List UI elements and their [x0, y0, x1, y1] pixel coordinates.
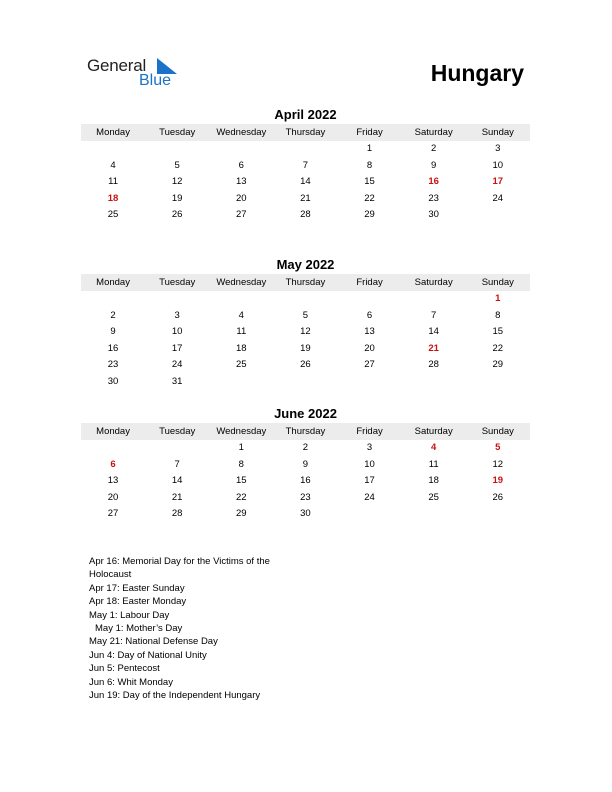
day-cell: 10 [492, 159, 504, 171]
day-cell [402, 374, 466, 391]
week-row [81, 341, 530, 358]
week-row [81, 207, 530, 224]
day-cell [338, 291, 402, 308]
month-title: June 2022 [274, 406, 337, 421]
weekday-header-row [81, 274, 530, 291]
week-row [81, 457, 530, 474]
day-cell: 14 [171, 475, 183, 487]
holiday-day-cell: 21 [428, 342, 439, 354]
day-cell: 8 [238, 458, 244, 470]
day-cell: 19 [300, 342, 311, 354]
week-row [81, 473, 530, 490]
month-calendar [81, 106, 530, 224]
day-cell: 12 [300, 326, 311, 338]
week-row [81, 440, 530, 457]
day-cell: 11 [108, 176, 118, 188]
holiday-day-cell: 6 [110, 458, 116, 470]
day-cell [81, 440, 145, 457]
day-cell: 24 [171, 359, 183, 371]
holiday-day-cell: 5 [495, 442, 501, 453]
weekday-header: Saturday [414, 277, 453, 288]
country-title: Hungary [430, 60, 524, 86]
day-cell: 23 [107, 359, 119, 371]
weekday-header: Friday [356, 127, 383, 138]
day-cell: 22 [492, 342, 504, 354]
weekday-header: Sunday [481, 426, 514, 437]
month-title: May 2022 [276, 257, 335, 272]
holiday-note: Apr 17: Easter Sunday [89, 582, 185, 594]
day-cell: 18 [236, 342, 247, 354]
holiday-notes [89, 555, 349, 702]
day-cell: 28 [171, 508, 183, 520]
day-cell: 22 [364, 192, 375, 204]
weekday-header: Sunday [481, 277, 514, 288]
day-cell: 4 [238, 309, 244, 321]
day-cell: 27 [107, 508, 119, 520]
week-row [81, 141, 530, 158]
day-cell: 27 [236, 209, 247, 221]
day-cell [402, 506, 466, 523]
holiday-note: Jun 6: Whit Monday [89, 676, 173, 688]
week-row [81, 158, 530, 175]
day-cell [145, 141, 209, 158]
day-cell [466, 506, 530, 523]
day-cell: 29 [364, 209, 375, 221]
day-cell: 10 [171, 326, 183, 338]
day-cell: 6 [238, 159, 244, 171]
day-cell: 30 [107, 375, 119, 387]
day-cell [402, 291, 466, 308]
day-cell: 2 [302, 442, 309, 453]
week-row [81, 490, 530, 507]
day-cell: 20 [236, 192, 247, 204]
day-cell: 8 [366, 159, 373, 171]
weekday-header-row [81, 124, 530, 141]
day-cell: 17 [364, 475, 375, 487]
day-cell: 9 [110, 326, 116, 338]
day-cell: 15 [236, 475, 247, 487]
weekday-header-row [81, 423, 530, 440]
day-cell [81, 141, 145, 158]
day-cell [338, 506, 402, 523]
holiday-note: Apr 16: Memorial Day for the Victims of the Holocaust [89, 556, 270, 581]
holiday-day-cell: 17 [492, 176, 504, 188]
day-cell: 26 [492, 491, 504, 503]
week-row [81, 291, 530, 308]
day-cell [466, 207, 530, 224]
day-cell: 21 [300, 192, 311, 204]
weekday-header: Wednesday [216, 426, 267, 437]
day-cell: 27 [364, 359, 375, 371]
day-cell: 5 [174, 159, 180, 171]
day-cell: 28 [300, 209, 311, 221]
day-cell [273, 291, 337, 308]
day-cell: 21 [171, 491, 183, 503]
day-cell [209, 141, 273, 158]
day-cell: 20 [107, 491, 119, 503]
day-cell: 9 [302, 458, 309, 470]
day-cell: 2 [110, 309, 116, 321]
day-cell: 3 [495, 143, 501, 154]
day-cell: 31 [171, 375, 183, 387]
day-cell: 2 [431, 143, 437, 154]
week-row [81, 506, 530, 523]
day-cell: 16 [300, 475, 311, 487]
day-cell: 18 [428, 475, 439, 487]
holiday-note: Apr 18: Easter Monday [89, 596, 187, 608]
day-cell: 13 [107, 475, 119, 487]
day-cell: 14 [300, 176, 311, 188]
week-row [81, 191, 530, 208]
weekday-header: Thursday [285, 426, 326, 437]
week-row [81, 308, 530, 325]
day-cell: 3 [174, 309, 180, 321]
day-cell: 4 [110, 159, 116, 171]
day-cell: 7 [302, 159, 309, 171]
holiday-note: Jun 5: Pentecost [89, 663, 160, 675]
day-cell [273, 374, 337, 391]
day-cell: 16 [107, 342, 119, 354]
day-cell [145, 440, 209, 457]
day-cell: 23 [428, 192, 439, 204]
week-row [81, 357, 530, 374]
day-cell: 25 [107, 209, 119, 221]
day-cell: 30 [428, 209, 439, 221]
day-cell: 1 [366, 143, 373, 154]
day-cell: 15 [364, 176, 375, 188]
day-cell: 30 [300, 508, 311, 520]
day-cell: 13 [364, 326, 375, 338]
day-cell [338, 374, 402, 391]
holiday-day-cell: 18 [107, 192, 119, 204]
day-cell: 12 [171, 176, 183, 188]
day-cell: 29 [492, 359, 504, 371]
day-cell: 14 [428, 326, 439, 338]
holiday-day-cell: 4 [431, 442, 437, 453]
brand-name-general: General [87, 56, 147, 75]
month-calendar [81, 405, 530, 523]
week-row [81, 324, 530, 341]
holiday-day-cell: 16 [428, 176, 439, 188]
day-cell: 25 [428, 491, 439, 503]
weekday-header: Monday [96, 426, 130, 437]
day-cell: 9 [431, 159, 437, 171]
day-cell [209, 291, 273, 308]
weekday-header: Thursday [285, 277, 326, 288]
day-cell: 20 [364, 342, 375, 354]
weekday-header: Tuesday [159, 277, 196, 288]
weekday-header: Thursday [285, 127, 326, 138]
day-cell: 24 [364, 491, 375, 503]
holiday-note: Jun 19: Day of the Independent Hungary [89, 690, 261, 702]
weekday-header: Wednesday [216, 277, 267, 288]
day-cell: 28 [428, 359, 439, 371]
holiday-note: Jun 4: Day of National Unity [89, 649, 207, 661]
weekday-header: Monday [96, 277, 130, 288]
day-cell [209, 374, 273, 391]
day-cell: 12 [492, 458, 504, 470]
day-cell: 26 [171, 209, 183, 221]
holiday-day-cell: 19 [492, 475, 504, 487]
week-row [81, 174, 530, 191]
day-cell: 7 [431, 309, 437, 321]
holiday-day-cell: 1 [495, 293, 501, 304]
weekday-header: Friday [356, 426, 383, 437]
day-cell: 5 [302, 309, 309, 321]
brand-name-blue: Blue [139, 72, 172, 89]
day-cell: 23 [300, 491, 311, 503]
weekday-header: Tuesday [159, 426, 196, 437]
day-cell: 26 [300, 359, 311, 371]
weekday-header: Monday [96, 127, 130, 138]
weekday-header: Wednesday [216, 127, 267, 138]
day-cell: 22 [236, 491, 247, 503]
weekday-header: Sunday [481, 127, 514, 138]
weekday-header: Saturday [414, 426, 453, 437]
day-cell: 6 [366, 309, 373, 321]
day-cell: 11 [236, 326, 247, 338]
day-cell: 29 [236, 508, 247, 520]
day-cell: 8 [495, 309, 501, 321]
month-title: April 2022 [274, 107, 337, 122]
day-cell: 3 [366, 442, 373, 453]
day-cell: 13 [236, 176, 247, 188]
day-cell: 17 [171, 342, 183, 354]
day-cell [145, 291, 209, 308]
day-cell: 7 [174, 458, 180, 470]
day-cell: 19 [171, 192, 183, 204]
day-cell: 10 [364, 458, 375, 470]
month-calendar [81, 256, 530, 391]
brand-logo [87, 56, 187, 92]
holiday-note: May 1: Labour Day [89, 609, 170, 621]
weekday-header: Saturday [414, 127, 453, 138]
day-cell [273, 141, 337, 158]
weekday-header: Friday [356, 277, 383, 288]
weekday-header: Tuesday [159, 127, 196, 138]
day-cell [81, 291, 145, 308]
holiday-note: May 21: National Defense Day [89, 636, 218, 648]
holiday-note: May 1: Mother’s Day [95, 623, 183, 635]
day-cell: 15 [492, 326, 504, 338]
day-cell: 1 [238, 442, 244, 453]
day-cell: 24 [492, 192, 504, 204]
day-cell [466, 374, 530, 391]
day-cell: 11 [428, 458, 439, 470]
day-cell: 25 [236, 359, 247, 371]
week-row [81, 374, 530, 391]
